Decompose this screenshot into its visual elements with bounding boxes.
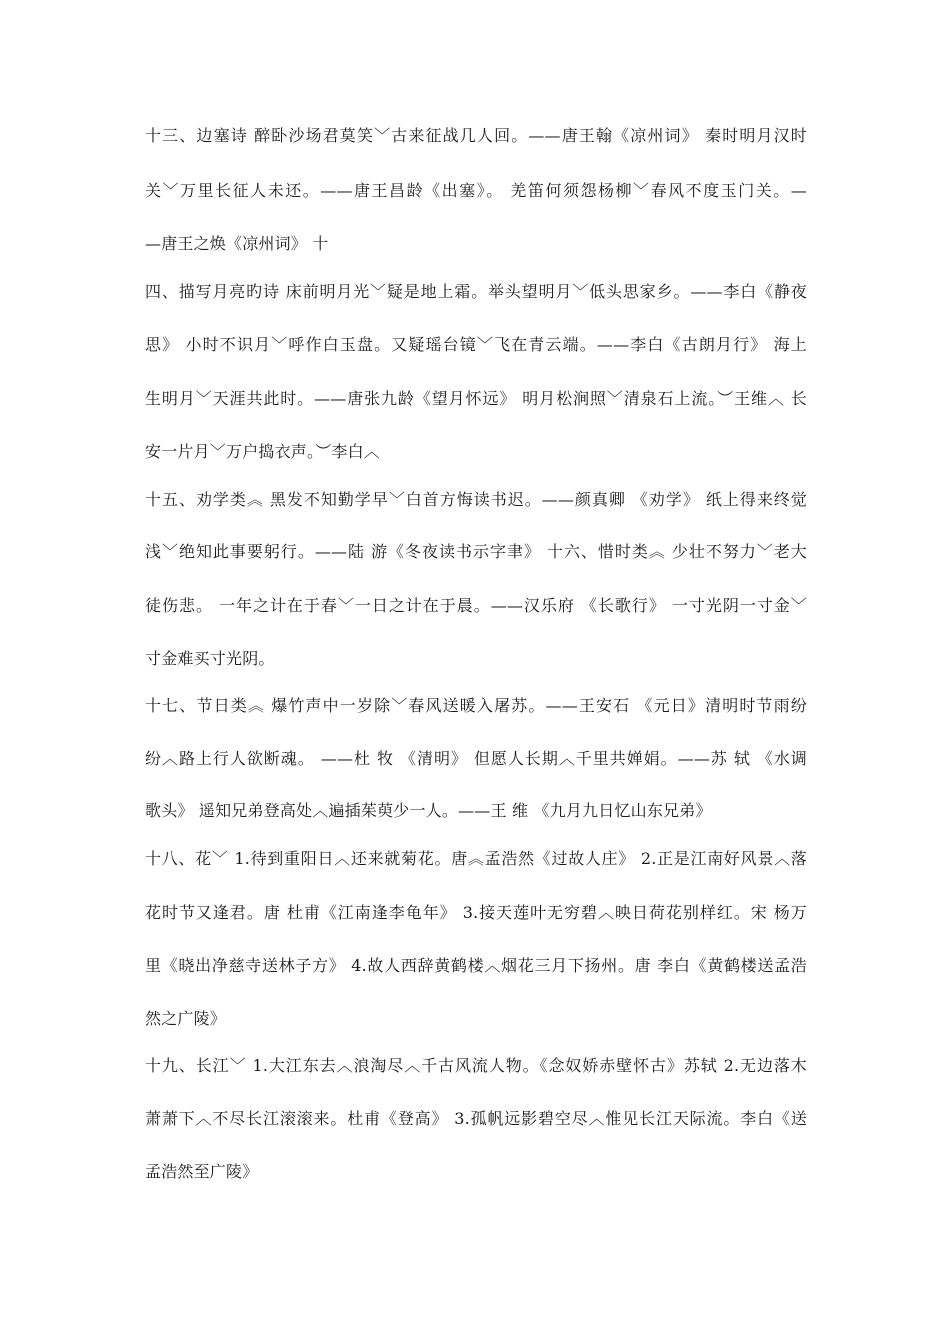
text-line: 花时节又逢君。唐 杜甫《江南逢李龟年》 3.接天莲叶无穷碧︿映日荷花别样红。宋 杨万 — [145, 903, 807, 922]
text-line: 思》 小时不识月﹀呼作白玉盘。又疑瑶台镜﹀飞在青云端。——李白《古朗月行》 海上 — [145, 335, 807, 354]
text-line: 十三、边塞诗 醉卧沙场君莫笑﹀古来征战几人回。——唐王翰《凉州词》 秦时明月汉时 — [145, 126, 807, 145]
text-line: 十九、长江﹀ 1.大江东去︿浪淘尽︿千古风流人物。《念奴娇赤壁怀古》苏轼 2.无边落木 — [145, 1056, 807, 1075]
text-line: 十五、劝学类︽ 黑发不知勤学早﹀白首方悔读书迟。——颜真卿 《劝学》 纸上得来终觉 — [145, 490, 807, 509]
text-line: 纷︿路上行人欲断魂。 ——杜 牧 《清明》 但愿人长期︿千里共婵娟。——苏 轼 《水调 — [145, 749, 807, 768]
text-line: 十八、花﹀ 1.待到重阳日︿还来就菊花。唐︽孟浩然《过故人庄》 2.正是江南好风景︿落 — [145, 849, 807, 868]
text-line: 徒伤悲。 一年之计在于春﹀一日之计在于晨。——汉乐府 《长歌行》 一寸光阴一寸金﹀ — [145, 596, 807, 615]
text-line: 关﹀万里长征人未还。——唐王昌龄《出塞》。 羌笛何须怨杨柳﹀春风不度玉门关。— — [145, 181, 807, 200]
text-line: 然之广陵》 — [145, 1009, 227, 1028]
text-line: 浅﹀绝知此事要躬行。——陆 游《冬夜读书示字聿》 十六、惜时类︽ 少壮不努力﹀老大 — [145, 542, 807, 561]
text-line: 歌头》 遥知兄弟登高处︿遍插茱萸少一人。——王 维 《九月九日忆山东兄弟》 — [145, 801, 712, 820]
text-line: —唐王之焕《凉州词》 十 — [145, 234, 329, 253]
text-line: 萧萧下︿不尽长江滚滚来。杜甫《登高》 3.孤帆远影碧空尽︿惟见长江天际流。李白《送 — [145, 1109, 807, 1128]
text-line: 生明月﹀天涯共此时。——唐张九龄《望月怀远》 明月松涧照﹀清泉石上流。︶王维︿ 长 — [145, 389, 807, 408]
text-line: 四、描写月亮旳诗 床前明月光﹀疑是地上霜。举头望明月﹀低头思家乡。——李白《静夜 — [145, 282, 807, 301]
text-line: 孟浩然至广陵》 — [145, 1162, 259, 1181]
text-line: 安一片月﹀万户捣衣声。︶李白︿ — [145, 442, 381, 461]
text-line: 十七、节日类︽ 爆竹声中一岁除﹀春风送暖入屠苏。——王安石 《元日》清明时节雨纷 — [145, 696, 807, 715]
text-line: 里《晓出净慈寺送林子方》 4.故人西辞黄鹤楼︿烟花三月下扬州。唐 李白《黄鹤楼送孟浩 — [145, 956, 807, 975]
text-line: 寸金难买寸光阴。 — [145, 649, 275, 668]
